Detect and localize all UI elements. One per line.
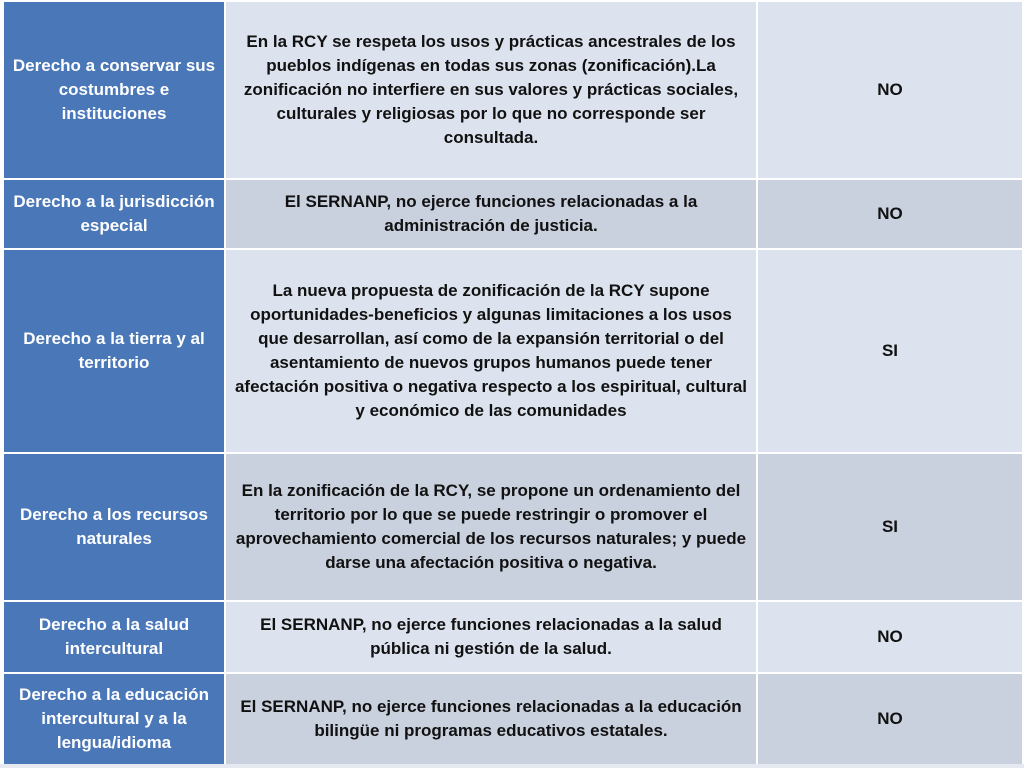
rights-consultation-table [2, 0, 1024, 766]
table-row [3, 179, 1023, 249]
table-row [3, 453, 1023, 601]
description-cell: El SERNANP, no ejerce funciones relacionadas a la administración de justicia. [225, 179, 757, 249]
consultation-cell: NO [757, 601, 1023, 673]
slide-bottom-band [0, 764, 1024, 768]
right-cell: Derecho a los recursos naturales [3, 453, 225, 601]
description-cell: El SERNANP, no ejerce funciones relacionadas a la salud pública ni gestión de la salud. [225, 601, 757, 673]
consultation-cell: NO [757, 1, 1023, 179]
description-cell: En la zonificación de la RCY, se propone un ordenamiento del territorio por lo que se puede restringir o promover el aprovechamiento comercial de los recursos naturales; y puede darse una afectación positiva o negativa. [225, 453, 757, 601]
right-cell: Derecho a la jurisdicción especial [3, 179, 225, 249]
description-cell: La nueva propuesta de zonificación de la RCY supone oportunidades-beneficios y algunas limitaciones a los usos que desarrollan, así como de la expansión territorial o del asentamiento de nuevos grupos humanos puede tener afectación positiva o negativa respecto a los espiritual, cultural y económico de las comunidades [225, 249, 757, 453]
table-row [3, 1, 1023, 179]
description-cell: En la RCY se respeta los usos y prácticas ancestrales de los pueblos indígenas en todas sus zonas (zonificación).La zonificación no interfiere en sus valores y prácticas sociales, culturales y religiosas por lo que no corresponde ser consultada. [225, 1, 757, 179]
table-row [3, 673, 1023, 765]
table-row [3, 601, 1023, 673]
right-cell: Derecho a la tierra y al territorio [3, 249, 225, 453]
right-cell: Derecho a la educación intercultural y a la lengua/idioma [3, 673, 225, 765]
description-cell: El SERNANP, no ejerce funciones relacionadas a la educación bilingüe ni programas educativos estatales. [225, 673, 757, 765]
consultation-cell: NO [757, 179, 1023, 249]
right-cell: Derecho a conservar sus costumbres e instituciones [3, 1, 225, 179]
consultation-cell: SI [757, 249, 1023, 453]
consultation-cell: SI [757, 453, 1023, 601]
consultation-cell: NO [757, 673, 1023, 765]
table-row [3, 249, 1023, 453]
right-cell: Derecho a la salud intercultural [3, 601, 225, 673]
